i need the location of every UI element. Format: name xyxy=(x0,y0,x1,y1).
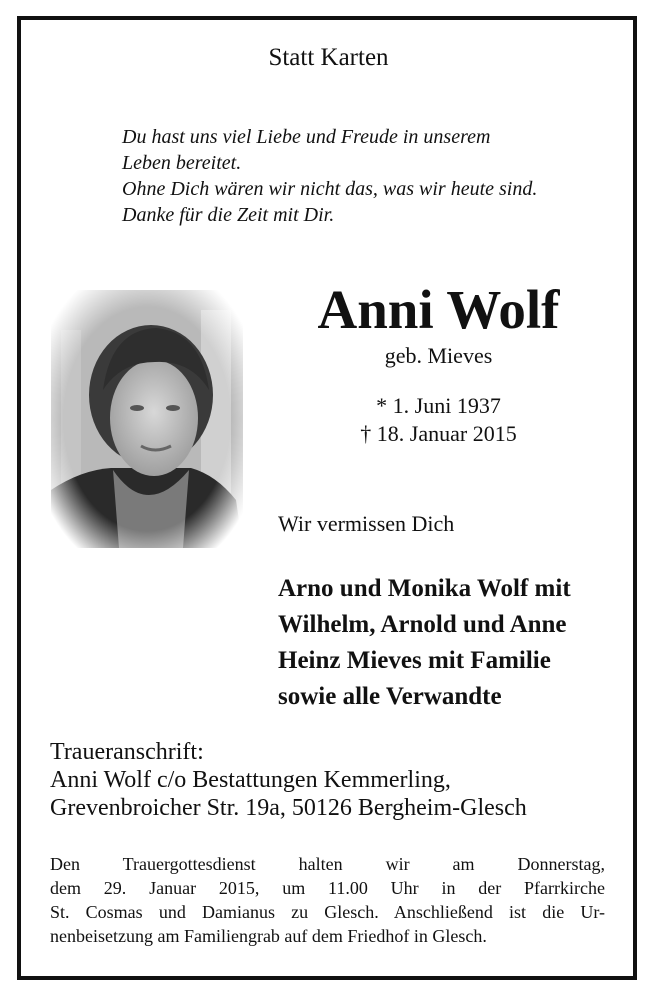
mourner-line: Heinz Mieves mit Familie xyxy=(278,647,551,674)
heading: Statt Karten xyxy=(268,44,389,71)
life-dates xyxy=(250,392,627,448)
portrait-photo xyxy=(51,290,243,548)
service-line: St. Cosmas und Damianus zu Glesch. Anschließend ist die Ur- xyxy=(50,902,605,922)
portrait-illustration xyxy=(51,290,243,548)
service-line: nenbeisetzung am Familiengrab auf dem Friedhof in Glesch. xyxy=(50,926,487,946)
birth-name: geb. Mieves xyxy=(384,343,493,368)
poem-line: Leben bereitet. xyxy=(122,152,242,174)
birth-date: * 1. Juni 1937 xyxy=(376,393,501,418)
mourner-line: Wilhelm, Arnold und Anne xyxy=(278,611,567,638)
service-line: dem 29. Januar 2015, um 11.00 Uhr in der Pfarrkirche xyxy=(50,878,605,898)
address-line: Anni Wolf c/o Bestattungen Kemmerling, xyxy=(50,767,451,793)
poem xyxy=(122,124,622,228)
service-info xyxy=(50,852,605,948)
message: Wir vermissen Dich xyxy=(278,511,455,536)
poem-line: Ohne Dich wären wir nicht das, was wir heute sind. xyxy=(122,178,538,200)
poem-line: Du hast uns viel Liebe und Freude in unserem xyxy=(122,126,491,148)
condolence-address xyxy=(50,738,527,822)
death-date: † 18. Januar 2015 xyxy=(360,421,517,446)
poem-line: Danke für die Zeit mit Dir. xyxy=(122,204,335,226)
address-line: Grevenbroicher Str. 19a, 50126 Bergheim-Glesch xyxy=(50,795,527,821)
deceased-name: Anni Wolf xyxy=(317,279,560,340)
address-label: Traueranschrift: xyxy=(50,739,204,765)
mourner-line: Arno und Monika Wolf mit xyxy=(278,575,571,602)
mourner-line: sowie alle Verwandte xyxy=(278,683,502,710)
mourners-list xyxy=(278,571,571,715)
service-line: Den Trauergottesdienst halten wir am Donnerstag, xyxy=(50,854,605,874)
